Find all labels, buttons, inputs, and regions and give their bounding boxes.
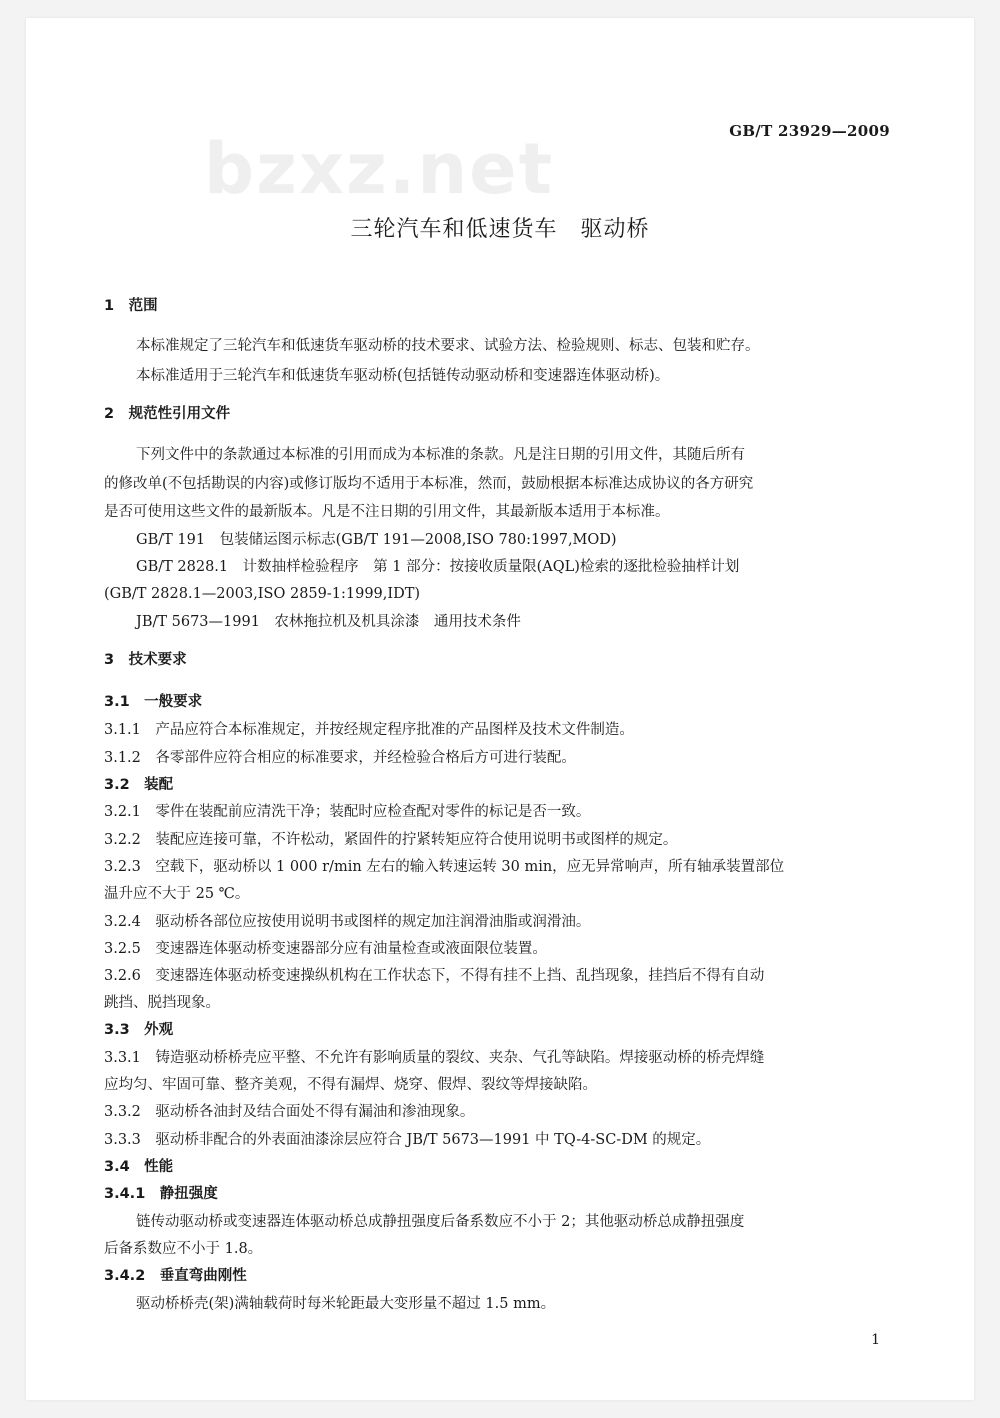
section-heading: 3.3 外观 — [104, 1022, 174, 1038]
text-line: 应均匀、牢固可靠、整齐美观，不得有漏焊、烧穿、假焊、裂纹等焊接缺陷。 — [104, 1077, 597, 1093]
text-line: 3.2.6 变速器连体驱动桥变速操纵机构在工作状态下，不得有挂不上挡、乱挡现象，挂挡后不得有自动 — [104, 968, 765, 984]
text-line: 3.2.3 空载下，驱动桥以 1 000 r/min 左右的输入转速运转 30 min，应无异常响声，所有轴承装置部位 — [104, 859, 785, 875]
section-heading: 3.1 一般要求 — [104, 694, 203, 710]
page-number: 1 — [871, 1332, 880, 1348]
section-heading: 3 技术要求 — [104, 652, 187, 668]
watermark: bzxz.net — [204, 128, 555, 210]
text-line: 的修改单(不包括勘误的内容)或修订版均不适用于本标准，然而，鼓励根据本标准达成协议的各方研究 — [104, 476, 754, 492]
section-heading: 3.4.1 静扭强度 — [104, 1186, 218, 1202]
text-line: 温升应不大于 25 ℃。 — [104, 886, 250, 902]
text-line: 3.2.5 变速器连体驱动桥变速器部分应有油量检查或液面限位装置。 — [104, 941, 547, 957]
section-heading: 3.2 装配 — [104, 777, 174, 793]
text-line: 本标准规定了三轮汽车和低速货车驱动桥的技术要求、试验方法、检验规则、标志、包装和贮存。 — [136, 338, 760, 354]
section-heading: 3.4.2 垂直弯曲刚性 — [104, 1268, 247, 1284]
text-line: 是否可使用这些文件的最新版本。凡是不注日期的引用文件，其最新版本适用于本标准。 — [104, 504, 670, 520]
text-line: 链传动驱动桥或变速器连体驱动桥总成静扭强度后备系数应不小于 2；其他驱动桥总成静扭强度 — [136, 1214, 745, 1230]
text-line: 后备系数应不小于 1.8。 — [104, 1241, 263, 1257]
standard-number: GB/T 23929—2009 — [729, 122, 890, 140]
text-line: 3.3.1 铸造驱动桥桥壳应平整、不允许有影响质量的裂纹、夹杂、气孔等缺陷。焊接驱动桥的桥壳焊缝 — [104, 1050, 765, 1066]
text-line: GB/T 191 包装储运图示标志(GB/T 191—2008,ISO 780:1997,MOD) — [136, 532, 617, 548]
text-line: 3.3.3 驱动桥非配合的外表面油漆涂层应符合 JB/T 5673—1991 中 TQ-4-SC-DM 的规定。 — [104, 1132, 711, 1148]
text-line: (GB/T 2828.1—2003,ISO 2859-1:1999,IDT) — [104, 586, 421, 602]
text-line: 3.3.2 驱动桥各油封及结合面处不得有漏油和渗油现象。 — [104, 1104, 475, 1120]
text-line: 下列文件中的条款通过本标准的引用而成为本标准的条款。凡是注日期的引用文件，其随后所有 — [136, 447, 745, 463]
text-line: 3.1.2 各零部件应符合相应的标准要求，并经检验合格后方可进行装配。 — [104, 750, 576, 766]
section-heading: 1 范围 — [104, 298, 158, 314]
text-line: JB/T 5673—1991 农林拖拉机及机具涂漆 通用技术条件 — [136, 614, 521, 630]
text-line: GB/T 2828.1 计数抽样检验程序 第 1 部分：按接收质量限(AQL)检索的逐批检验抽样计划 — [136, 559, 740, 575]
text-line: 驱动桥桥壳(架)满轴载荷时每米轮距最大变形量不超过 1.5 mm。 — [136, 1296, 556, 1312]
text-line: 3.2.1 零件在装配前应清洗干净；装配时应检查配对零件的标记是否一致。 — [104, 804, 591, 820]
text-line: 3.1.1 产品应符合本标准规定，并按经规定程序批准的产品图样及技术文件制造。 — [104, 722, 634, 738]
section-heading: 2 规范性引用文件 — [104, 406, 231, 422]
text-line: 本标准适用于三轮汽车和低速货车驱动桥(包括链传动驱动桥和变速器连体驱动桥)。 — [136, 368, 670, 384]
text-line: 3.2.4 驱动桥各部位应按使用说明书或图样的规定加注润滑油脂或润滑油。 — [104, 914, 591, 930]
text-line: 跳挡、脱挡现象。 — [104, 995, 220, 1011]
section-heading: 3.4 性能 — [104, 1159, 174, 1175]
text-line: 3.2.2 装配应连接可靠，不许松动，紧固件的拧紧转矩应符合使用说明书或图样的规定。 — [104, 832, 678, 848]
page-title: 三轮汽车和低速货车 驱动桥 — [350, 217, 650, 242]
